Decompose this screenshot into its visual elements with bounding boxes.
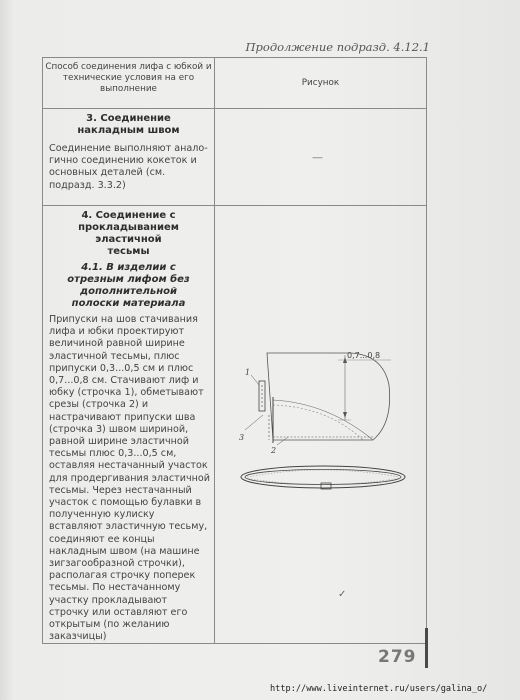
table-row: [43, 109, 427, 206]
row2-title: 4. Соединение с прокладыванием эластичной тесьмы: [78, 210, 179, 257]
table-header-right: Рисунок: [215, 58, 427, 109]
figure-stitch-1-label: 1: [245, 368, 251, 377]
figure-dimension-label: 0,7...0,8: [347, 351, 381, 360]
row2-description: [43, 206, 215, 644]
table-header-row: [43, 58, 427, 109]
page-number-bar: [425, 628, 428, 668]
figure-stitch-3-label: 3: [239, 433, 245, 442]
elastic-waistband-figure: [233, 345, 413, 495]
row2-subtitle: 4.1. В изделии с отрезным лифом без дополнительной полоски материала: [67, 262, 190, 309]
watermark-url: http://www.liveinternet.ru/users/galina_o/: [270, 684, 488, 694]
row1-text: Соединение выполняют аналогично соединению кокеток и основных деталей (см. подразд. 3.3.2): [49, 143, 208, 191]
pencil-tick-mark: ✓: [338, 589, 347, 600]
row1-figure-dash: —: [312, 151, 323, 164]
page-number: 279: [378, 647, 417, 667]
figure-stitch-2-label: 2: [271, 446, 277, 455]
running-head: Продолжение подразд. 4.12.1: [245, 40, 430, 54]
row2-text: Припуски на шов стачивания лифа и юбки проектируют величиной равной ширине эластичной тесьмы, плюс припуски 0,3...0,5 см и плюс 0,7...0,8 см. Стачивают лиф и юбку (строчка 1), обметывают срезы (строчка 2) и настрачивают припуски шва (строчка 3) швом шириной, равной ширине эластичной тесьмы плюс 0,3...0,5 см, оставляя нестачанный участок для продергивания эластичной тесьмы. Через нестачанный участок с помощью булавки в полученную кулиску вставляют эластичную тесьму, соединяют ее концы накладным швом (на машине зигзагообразной строчки), располагая строчку поперек тесьмы. По нестачанному участку прокладывают строчку или оставляют его открытым (по желанию заказчицы): [49, 314, 210, 643]
row1-description: [43, 109, 215, 206]
row1-title: 3. Соединение накладным швом: [77, 113, 180, 136]
table-header-left: Способ соединения лифа с юбкой и технические условия на его выполнение: [43, 58, 215, 109]
